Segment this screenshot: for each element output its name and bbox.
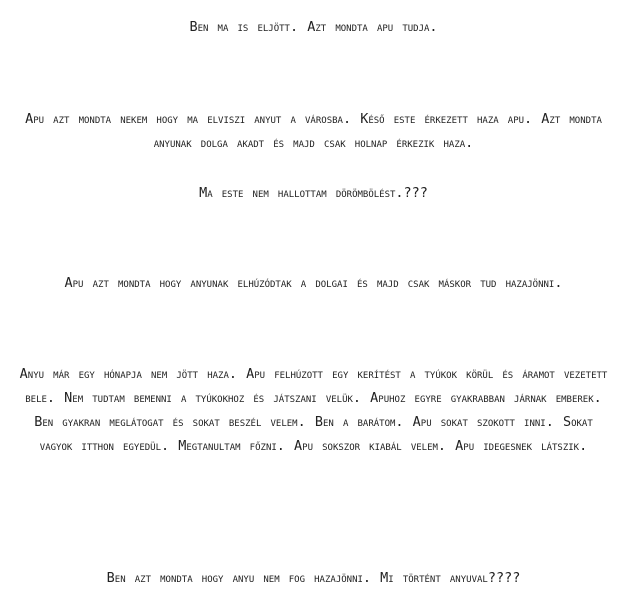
paragraph-2: Apu azt mondta nekem hogy ma elviszi anyut a városba. Késő este érkezett haza apu. Azt mondta anyunak dolga akadt és majd csak holnap érkezik haza. <box>25 111 602 151</box>
paragraph-1: Ben ma is eljött. Azt mondta apu tudja. <box>189 19 438 35</box>
paragraph-3: Ma este nem hallottam dörömbölést.??? <box>199 185 428 201</box>
paragraph-5: Anyu már egy hónapja nem jött haza. Apu felhúzott egy kerítést a tyúkok körül és áramot vezetett bele. Nem tudtam bemenni a tyúkokhoz és játszani velük. Apuhoz egyre gyakrabban járnak emberek. Ben gyakran meglátogat és sokat beszél velem. Ben a barátom. Apu sokat szokott inni. Sokat vagyok itthon egyedül. Megtanultam főzni. Apu sokszor kiabál velem. Apu idegesnek látszik. <box>19 366 608 454</box>
paragraph-6: Ben azt mondta hogy anyu nem fog hazajönni. Mi történt anyuval???? <box>106 570 521 586</box>
paragraph-4: Apu azt mondta hogy anyunak elhúzódtak a dolgai és majd csak máskor tud hazajönni. <box>64 275 563 291</box>
